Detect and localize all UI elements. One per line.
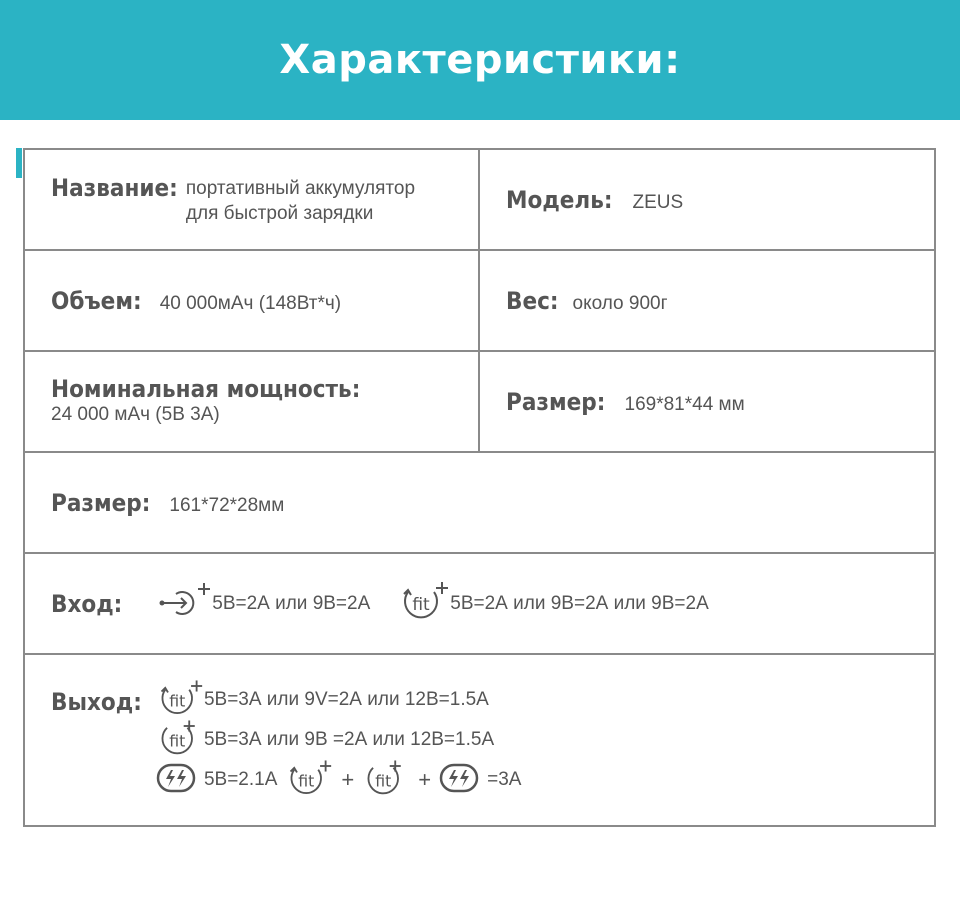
spec-nominal-cell — [24, 351, 479, 452]
spec-output-cell — [24, 654, 935, 826]
spec-capacity-cell — [24, 250, 479, 351]
spec-name-cell — [24, 149, 479, 250]
output-line2: 5В=3А или 9В =2А или 12В=1.5А — [203, 729, 495, 750]
spec-label: Модель: — [506, 185, 613, 214]
spec-size2-cell — [24, 452, 935, 553]
spec-value: 161*72*28мм — [169, 494, 285, 516]
svg-text:fit: fit — [169, 730, 186, 750]
spec-model-cell — [479, 149, 935, 250]
output-total: =3А — [487, 769, 522, 790]
spec-label: Размер: — [506, 387, 606, 416]
fit-plus-icon — [285, 757, 333, 804]
spec-label: Название: — [51, 173, 178, 202]
spec-value: портативный аккумулятор — [185, 177, 416, 199]
specs-table — [23, 148, 936, 827]
spec-value: ZEUS — [632, 191, 684, 213]
svg-text:fit: fit — [169, 690, 186, 710]
spec-label: Номинальная мощность: — [51, 374, 361, 403]
spec-value: около 900г — [572, 292, 668, 314]
table-row — [24, 149, 935, 250]
spec-value: 40 000мАч (148Вт*ч) — [159, 292, 342, 314]
output-line3-value: 5В=2.1А — [203, 769, 278, 790]
input-micro-value: 5В=2А или 9В=2А — [212, 592, 371, 614]
spec-label: Объем: — [51, 286, 142, 315]
spec-value: 169*81*44 мм — [624, 393, 745, 415]
input-fit-value: 5В=2А или 9В=2А или 9В=2А — [450, 592, 709, 614]
spec-label: Вход: — [51, 589, 123, 618]
spec-size1-cell — [479, 351, 935, 452]
spec-value: 24 000 мАч (5В 3А) — [51, 403, 220, 425]
spec-input-cell — [24, 553, 935, 654]
spec-label: Размер: — [51, 488, 151, 517]
svg-text:fit: fit — [298, 770, 315, 790]
spec-label: Вес: — [506, 286, 559, 315]
fast-charge-icon — [439, 761, 481, 800]
output-line1: 5В=3А или 9V=2А или 12В=1.5А — [203, 689, 489, 710]
micro-usb-icon — [158, 581, 212, 626]
table-row — [24, 553, 935, 654]
fit-plus-icon — [398, 580, 450, 627]
header-banner — [0, 0, 960, 120]
fit-icon — [362, 757, 410, 804]
table-row — [24, 452, 935, 553]
svg-text:fit: fit — [412, 595, 430, 615]
fast-charge-icon — [156, 761, 198, 800]
svg-text:fit: fit — [375, 770, 392, 790]
page-title: Характеристики: — [279, 37, 681, 83]
accent-bar — [16, 148, 22, 178]
spec-weight-cell — [479, 250, 935, 351]
plus-sign: + — [341, 767, 355, 792]
table-row — [24, 351, 935, 452]
plus-sign: + — [418, 767, 432, 792]
spec-label: Выход: — [51, 688, 142, 716]
spec-value: для быстрой зарядки — [185, 202, 374, 224]
fit-icon — [156, 717, 204, 764]
table-row — [24, 654, 935, 826]
table-row — [24, 250, 935, 351]
